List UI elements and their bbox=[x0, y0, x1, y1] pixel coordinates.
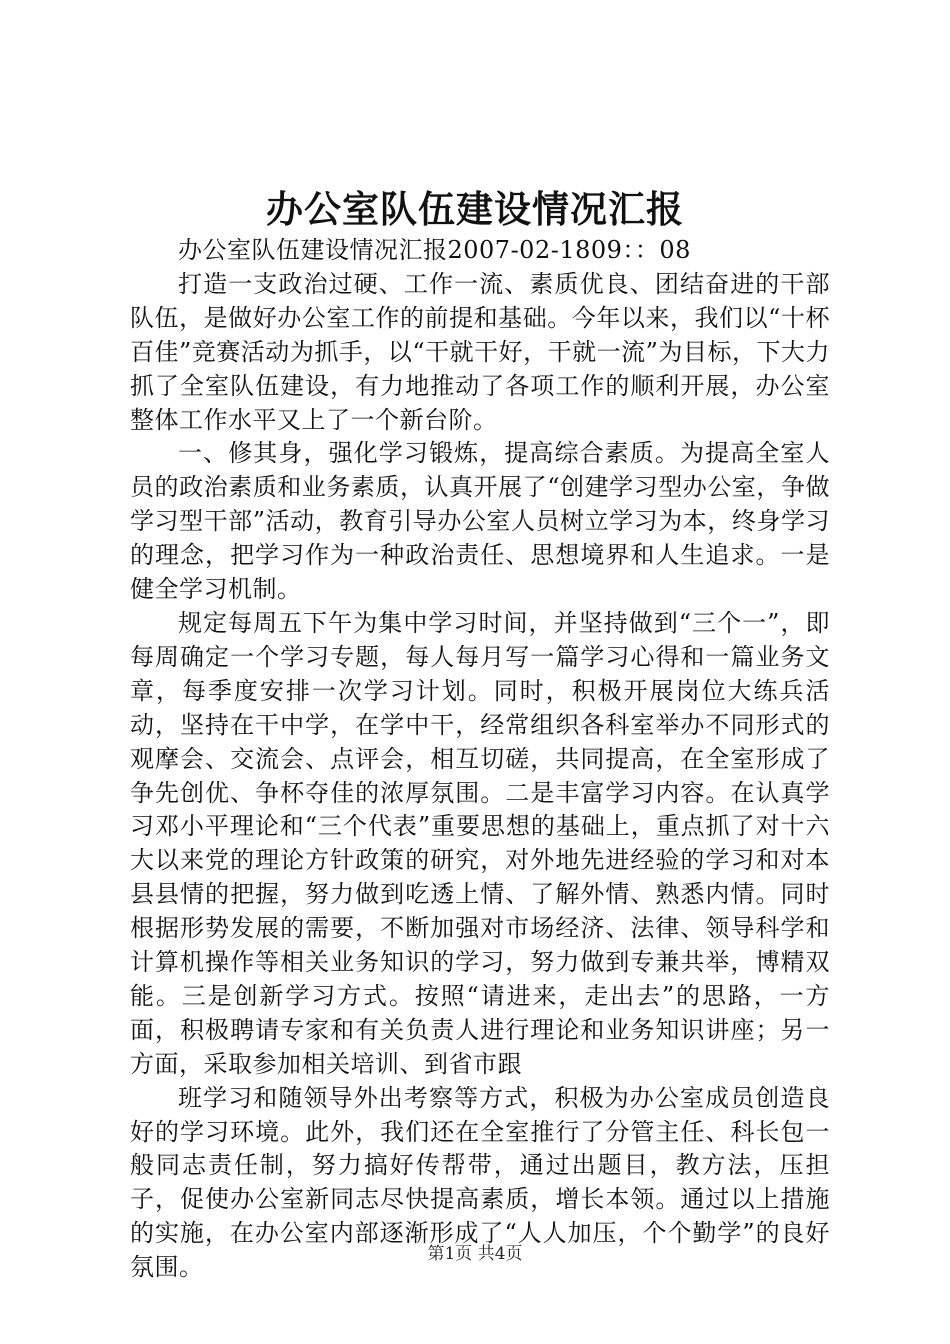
document-title: 办公室队伍建设情况汇报 bbox=[266, 187, 684, 231]
paragraph-intro: 打造一支政治过硬、工作一流、素质优良、团结奋进的干部队伍，是做好办公室工作的前提和基础。今年以来，我们以“十杯百佳”竞赛活动为抓手，以“干就干好，干就一流”为目标，下大力抓了全室队伍建设，有力地推动了各项工作的顺利开展，办公室整体工作水平又上了一个新台阶。 bbox=[130, 269, 830, 434]
paragraph-learning-environment: 班学习和随领导外出考察等方式，积极为办公室成员创造良好的学习环境。此外，我们还在全室推行了分管主任、科长包一般同志责任制，努力搞好传帮带，通过出题目，教方法，压担子，促使办公室新同志尽快提高素质，增长本领。通过以上措施的实施，在办公室内部逐渐形成了“人人加压，个个勤学”的良好氛围。 bbox=[130, 1083, 830, 1282]
paragraph-learning-mechanism: 规定每周五下午为集中学习时间，并坚持做到“三个一”，即每周确定一个学习专题，每人每月写一篇学习心得和一篇业务文章，每季度安排一次学习计划。同时，积极开展岗位大练兵活动，坚持在干中学，在学中干，经常组织各科室举办不同形式的观摩会、交流会、点评会，相互切磋，共同提高，在全室形成了争先创优、争杯夺佳的浓厚氛围。二是丰富学习内容。在认真学习邓小平理论和“三个代表”重要思想的基础上，重点抓了对十六大以来党的理论方针政策的研究，对外地先进经验的学习和对本县县情的把握，努力做到吃透上情、了解外情、熟悉内情。同时根据形势发展的需要，不断加强对市场经济、法律、领导科学和计算机操作等相关业务知识的学习，努力做到专兼共举，博精双能。三是创新学习方式。按照“请进来，走出去”的思路，一方面，积极聘请专家和有关负责人进行理论和业务知识讲座；另一方面，采取参加相关培训、到省市跟 bbox=[130, 608, 830, 1078]
page-number-footer: 第1页 共4页 bbox=[427, 1244, 523, 1264]
document-body bbox=[130, 234, 830, 1285]
paragraph-section-one: 一、修其身，强化学习锻炼，提高综合素质。为提高全室人员的政治素质和业务素质，认真开展了“创建学习型办公室，争做学习型干部”活动，教育引导办公室人员树立学习为本，终身学习的理念，把学习作为一种政治责任、思想境界和人生追求。一是健全学习机制。 bbox=[130, 439, 830, 604]
paragraph-heading-line: 办公室队伍建设情况汇报2007-02-1809：：08 bbox=[178, 236, 691, 264]
